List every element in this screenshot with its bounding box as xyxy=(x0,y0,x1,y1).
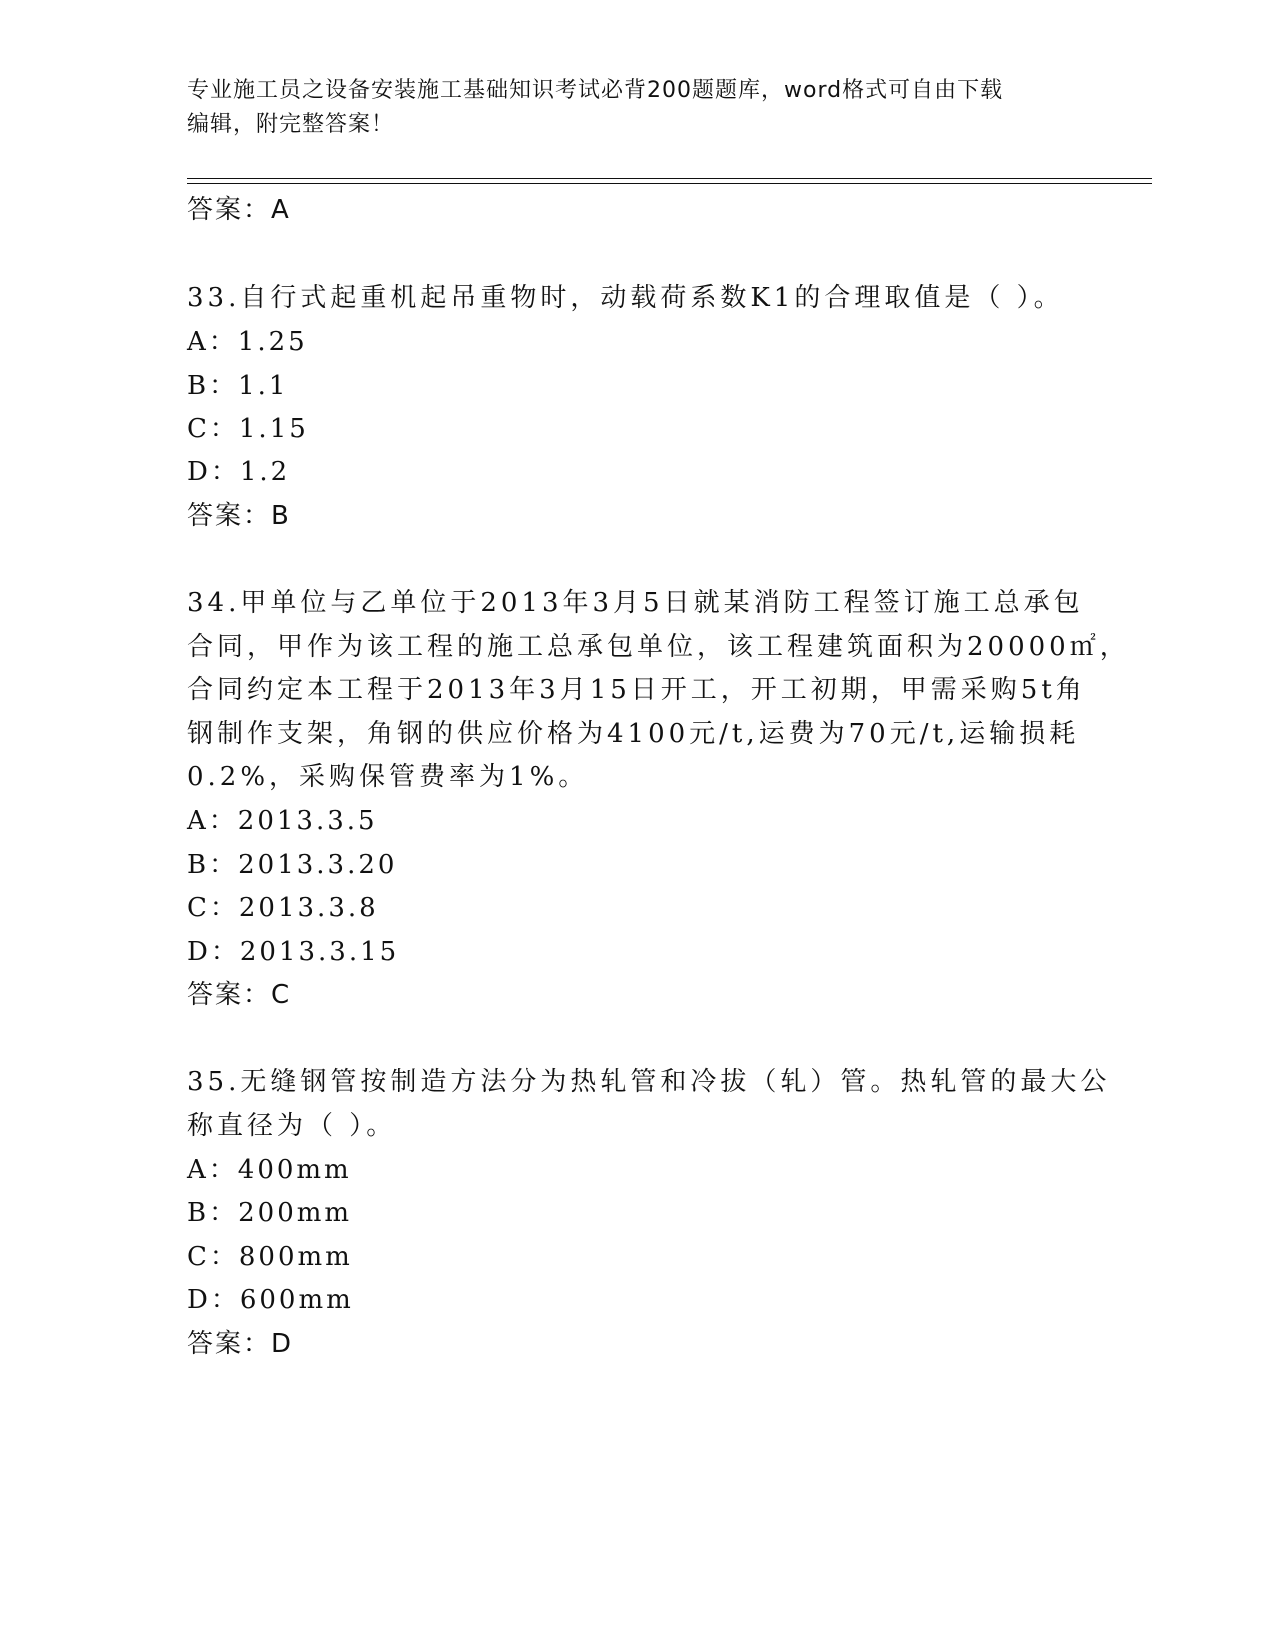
question-35-stem-line-2: 称直径为（ ）。 xyxy=(187,1111,397,1141)
question-34-option-d: D：2013.3.15 xyxy=(187,937,400,967)
question-33-option-a: A：1.25 xyxy=(187,327,308,357)
question-33-option-d: D：1.2 xyxy=(187,457,291,487)
previous-question-answer: 答案：A xyxy=(187,195,291,225)
header-divider-bottom xyxy=(187,183,1152,184)
question-34-stem-line-1: 34.甲单位与乙单位于2013年3月5日就某消防工程签订施工总承包 xyxy=(187,588,1084,618)
question-34-stem-line-5: 0.2%，采购保管费率为1%。 xyxy=(187,762,589,792)
question-33-stem: 33.自行式起重机起吊重物时，动载荷系数K1的合理取值是（ ）。 xyxy=(187,283,1064,313)
question-33-option-b: B：1.1 xyxy=(187,371,289,401)
question-35-option-a: A：400mm xyxy=(187,1155,352,1185)
question-34-option-c: C：2013.3.8 xyxy=(187,893,379,923)
header-line-1: 专业施工员之设备安装施工基础知识考试必背200题题库，word格式可自由下载 xyxy=(187,78,1004,103)
question-35-stem-line-1: 35.无缝钢管按制造方法分为热轧管和冷拔（轧）管。热轧管的最大公 xyxy=(187,1067,1111,1097)
question-34-stem-line-2: 合同，甲作为该工程的施工总承包单位，该工程建筑面积为20000㎡， xyxy=(187,632,1130,662)
question-34-stem-line-3: 合同约定本工程于2013年3月15日开工，开工初期，甲需采购5t角 xyxy=(187,675,1086,705)
header-line-2: 编辑，附完整答案！ xyxy=(187,112,395,137)
question-35-answer: 答案：D xyxy=(187,1329,294,1359)
question-35-option-d: D：600mm xyxy=(187,1285,354,1315)
question-34-option-b: B：2013.3.20 xyxy=(187,850,398,880)
document-header xyxy=(187,74,1087,142)
question-35-option-c: C：800mm xyxy=(187,1242,353,1272)
question-34-option-a: A：2013.3.5 xyxy=(187,806,378,836)
question-33-answer: 答案：B xyxy=(187,501,291,531)
header-divider-top xyxy=(187,178,1152,179)
question-34-answer: 答案：C xyxy=(187,980,292,1010)
question-34-stem-line-4: 钢制作支架，角钢的供应价格为4100元/t,运费为70元/t,运输损耗 xyxy=(187,719,1080,749)
question-33-option-c: C：1.15 xyxy=(187,414,309,444)
question-35-option-b: B：200mm xyxy=(187,1198,353,1228)
